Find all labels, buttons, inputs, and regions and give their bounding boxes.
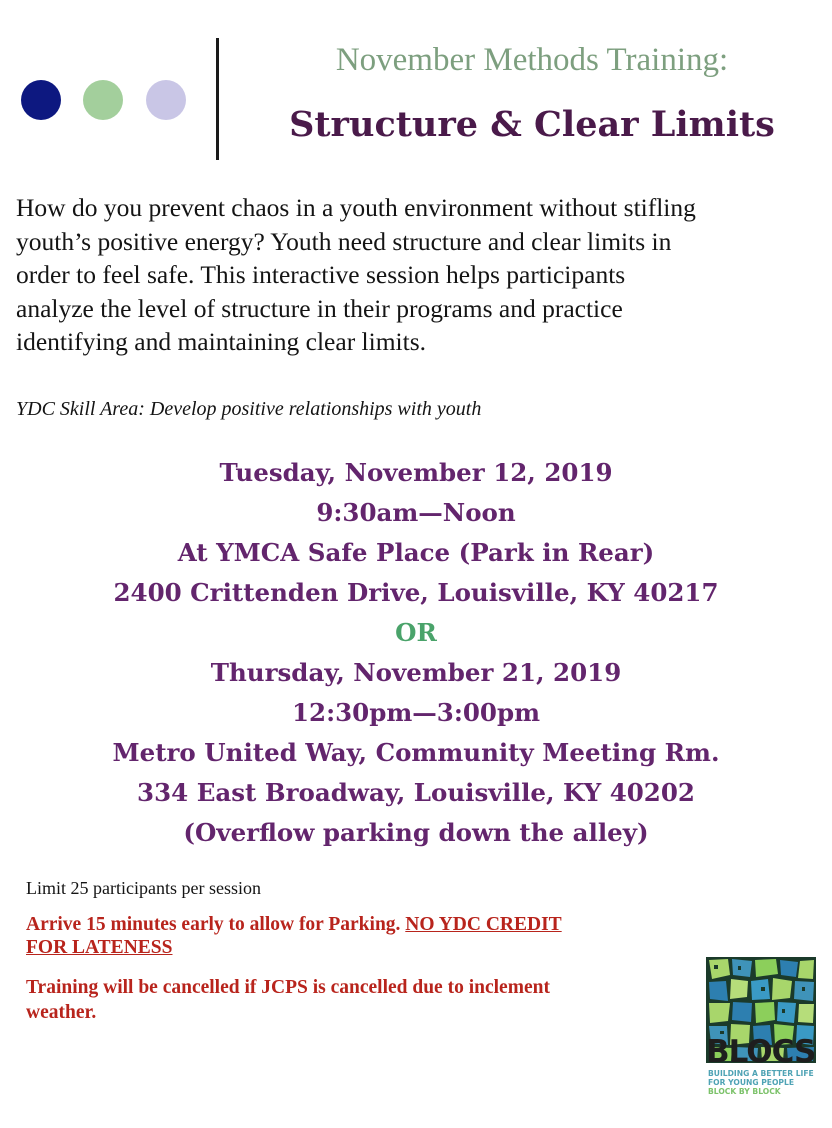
logo-wordmark: BLOCS [706,1034,816,1070]
session1-address: 2400 Crittenden Drive, Louisville, KY 40217 [113,578,719,607]
session2-time: 12:30pm—3:00pm [291,698,541,727]
no-credit-warning: NO YDC CREDIT [405,914,562,935]
intro-line: analyze the level of structure in their programs and practice [16,293,623,323]
cancel-line: weather. [26,1002,97,1023]
logo-tagline: BLOCK BY BLOCK [708,1087,781,1096]
sessions-block [0,453,832,853]
logo-tagline: FOR YOUNG PEOPLE [708,1078,795,1087]
lavender-dot-icon [146,80,186,120]
session2-address: 334 East Broadway, Louisville, KY 40202 [137,778,695,807]
session2-location: Metro United Way, Community Meeting Rm. [112,738,720,767]
session2-parking-note: (Overflow parking down the alley) [183,818,649,847]
cancel-line: Training will be cancelled if JCPS is cancelled due to inclement [26,977,550,998]
header-divider [216,38,219,160]
navy-dot-icon [21,80,61,120]
intro-line: youth’s positive energy? Youth need structure and clear limits in [16,226,672,256]
page-subtitle: November Methods Training: [335,42,729,78]
logo-tagline: BUILDING A BETTER LIFE [708,1069,814,1078]
or-separator: OR [395,618,437,647]
cancellation-notice [26,975,716,1025]
arrival-notice [26,913,706,959]
lateness-warning: FOR LATENESS [26,937,173,958]
intro-line: order to feel safe. This interactive session helps participants [16,260,626,289]
intro-paragraph [16,191,828,359]
session1-date: Tuesday, November 12, 2019 [219,458,613,487]
session2-date: Thursday, November 21, 2019 [210,658,622,687]
session1-time: 9:30am—Noon [316,498,516,527]
green-dot-icon [83,80,123,120]
intro-line: identifying and maintaining clear limits. [16,327,427,356]
intro-line: How do you prevent chaos in a youth environment without stifling [16,193,696,222]
session1-location: At YMCA Safe Place (Park in Rear) [177,538,655,567]
page-title: Structure & Clear Limits [289,104,775,145]
arrival-text: Arrive 15 minutes early to allow for Parking. [26,914,406,935]
participant-limit: Limit 25 participants per session [26,878,261,898]
skill-area: YDC Skill Area: Develop positive relationships with youth [16,398,482,420]
